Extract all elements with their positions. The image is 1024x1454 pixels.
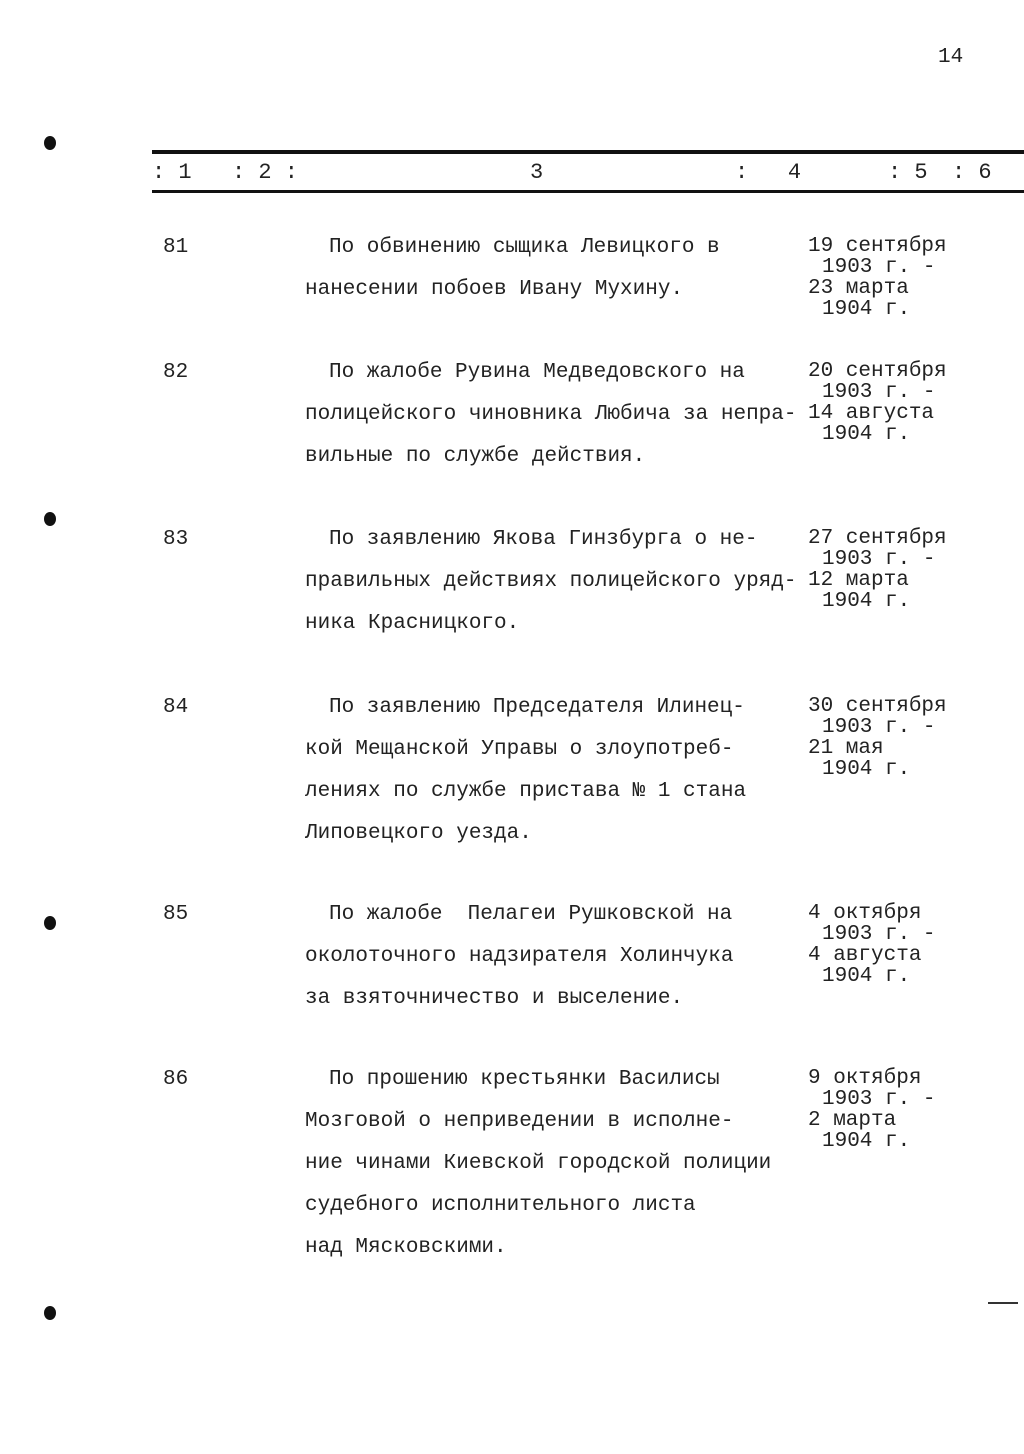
description-line: По заявлению Председателя Илинец- (329, 696, 745, 719)
entry-dates (808, 1068, 935, 1152)
description-line: По заявлению Якова Гинзбурга о не- (329, 528, 758, 551)
date-line: 2 марта (808, 1109, 897, 1132)
column-header-5: : 5 (888, 160, 928, 185)
date-line: 27 сентября (808, 527, 947, 550)
date-line: 1903 г. - (822, 256, 936, 279)
date-line: 9 октября (808, 1067, 922, 1090)
entry-description (305, 903, 733, 1029)
description-line: По жалобе Рувина Медведовского на (329, 361, 745, 384)
date-line: 1903 г. - (822, 923, 936, 946)
entry-dates (808, 903, 935, 987)
date-line: 1904 г. (822, 758, 911, 781)
description-line: судебного исполнительного листа (305, 1194, 696, 1217)
description-line: правильных действиях полицейского уряд- (305, 570, 797, 593)
column-1-label: 1 (178, 160, 192, 185)
description-line: Мозговой о неприведении в исполне- (305, 1110, 734, 1133)
column-2-label: 2 (258, 160, 272, 185)
date-line: 19 сентября (808, 235, 947, 258)
column-header-4: : 4 (735, 160, 802, 185)
entry-number: 84 (163, 696, 189, 719)
date-line: 14 августа (808, 402, 935, 425)
entry-dates (808, 528, 947, 612)
column-header-3: 3 (530, 160, 544, 185)
entry-description (305, 528, 796, 654)
date-line: 1904 г. (822, 298, 911, 321)
date-line: 23 марта (808, 277, 909, 300)
description-line: кой Мещанской Управы о злоупотреб- (305, 738, 734, 761)
description-line: нанесении побоев Ивану Мухину. (305, 278, 684, 301)
description-line: По прошению крестьянки Василисы (329, 1068, 720, 1091)
entry-number: 85 (163, 903, 189, 926)
punch-hole-mark (44, 136, 56, 150)
description-line: ние чинами Киевской городской полиции (305, 1152, 772, 1175)
entry-number: 81 (163, 236, 189, 259)
date-line: 21 мая (808, 737, 884, 760)
header-bottom-rule (152, 190, 1024, 193)
margin-mark (988, 1302, 1018, 1304)
description-line: за взяточничество и выселение. (305, 987, 684, 1010)
entry-number: 82 (163, 361, 189, 384)
column-header-1: : 1 (152, 160, 192, 185)
column-header-6: : 6 (952, 160, 992, 185)
description-line: По жалобе Пелагеи Рушковской на (329, 903, 733, 926)
date-line: 1903 г. - (822, 716, 936, 739)
entry-number: 86 (163, 1068, 189, 1091)
column-6-label: 6 (978, 160, 992, 185)
date-line: 1903 г. - (822, 548, 936, 571)
date-line: 1904 г. (822, 965, 911, 988)
date-line: 30 сентября (808, 695, 947, 718)
date-line: 4 октября (808, 902, 922, 925)
entry-number: 83 (163, 528, 189, 551)
entry-dates (808, 236, 947, 320)
description-line: Липовецкого уезда. (305, 822, 532, 845)
entry-description (305, 696, 746, 864)
punch-hole-mark (44, 512, 56, 526)
date-line: 1904 г. (822, 1130, 911, 1153)
description-line: По обвинению сыщика Левицкого в (329, 236, 720, 259)
column-5-label: 5 (914, 160, 928, 185)
date-line: 20 сентября (808, 360, 947, 383)
date-line: 1904 г. (822, 423, 911, 446)
column-4-label: 4 (787, 160, 802, 185)
description-line: над Мясковскими. (305, 1236, 507, 1259)
date-line: 1904 г. (822, 590, 911, 613)
punch-hole-mark (44, 1306, 56, 1320)
entry-description (305, 236, 720, 320)
description-line: полицейского чиновника Любича за непра- (305, 403, 797, 426)
date-line: 12 марта (808, 569, 909, 592)
date-line: 1903 г. - (822, 1088, 936, 1111)
entry-dates (808, 361, 947, 445)
column-header-2: : 2 : (232, 160, 299, 185)
page-number: 14 (938, 46, 964, 69)
description-line: ника Красницкого. (305, 612, 520, 635)
entry-dates (808, 696, 947, 780)
entry-description (305, 361, 796, 487)
description-line: околоточного надзирателя Холинчука (305, 945, 734, 968)
punch-hole-mark (44, 916, 56, 930)
header-top-rule (152, 150, 1024, 154)
date-line: 4 августа (808, 944, 922, 967)
description-line: лениях по службе пристава № 1 стана (305, 780, 747, 803)
entry-description (305, 1068, 771, 1278)
description-line: вильные по службе действия. (305, 445, 646, 468)
date-line: 1903 г. - (822, 381, 936, 404)
